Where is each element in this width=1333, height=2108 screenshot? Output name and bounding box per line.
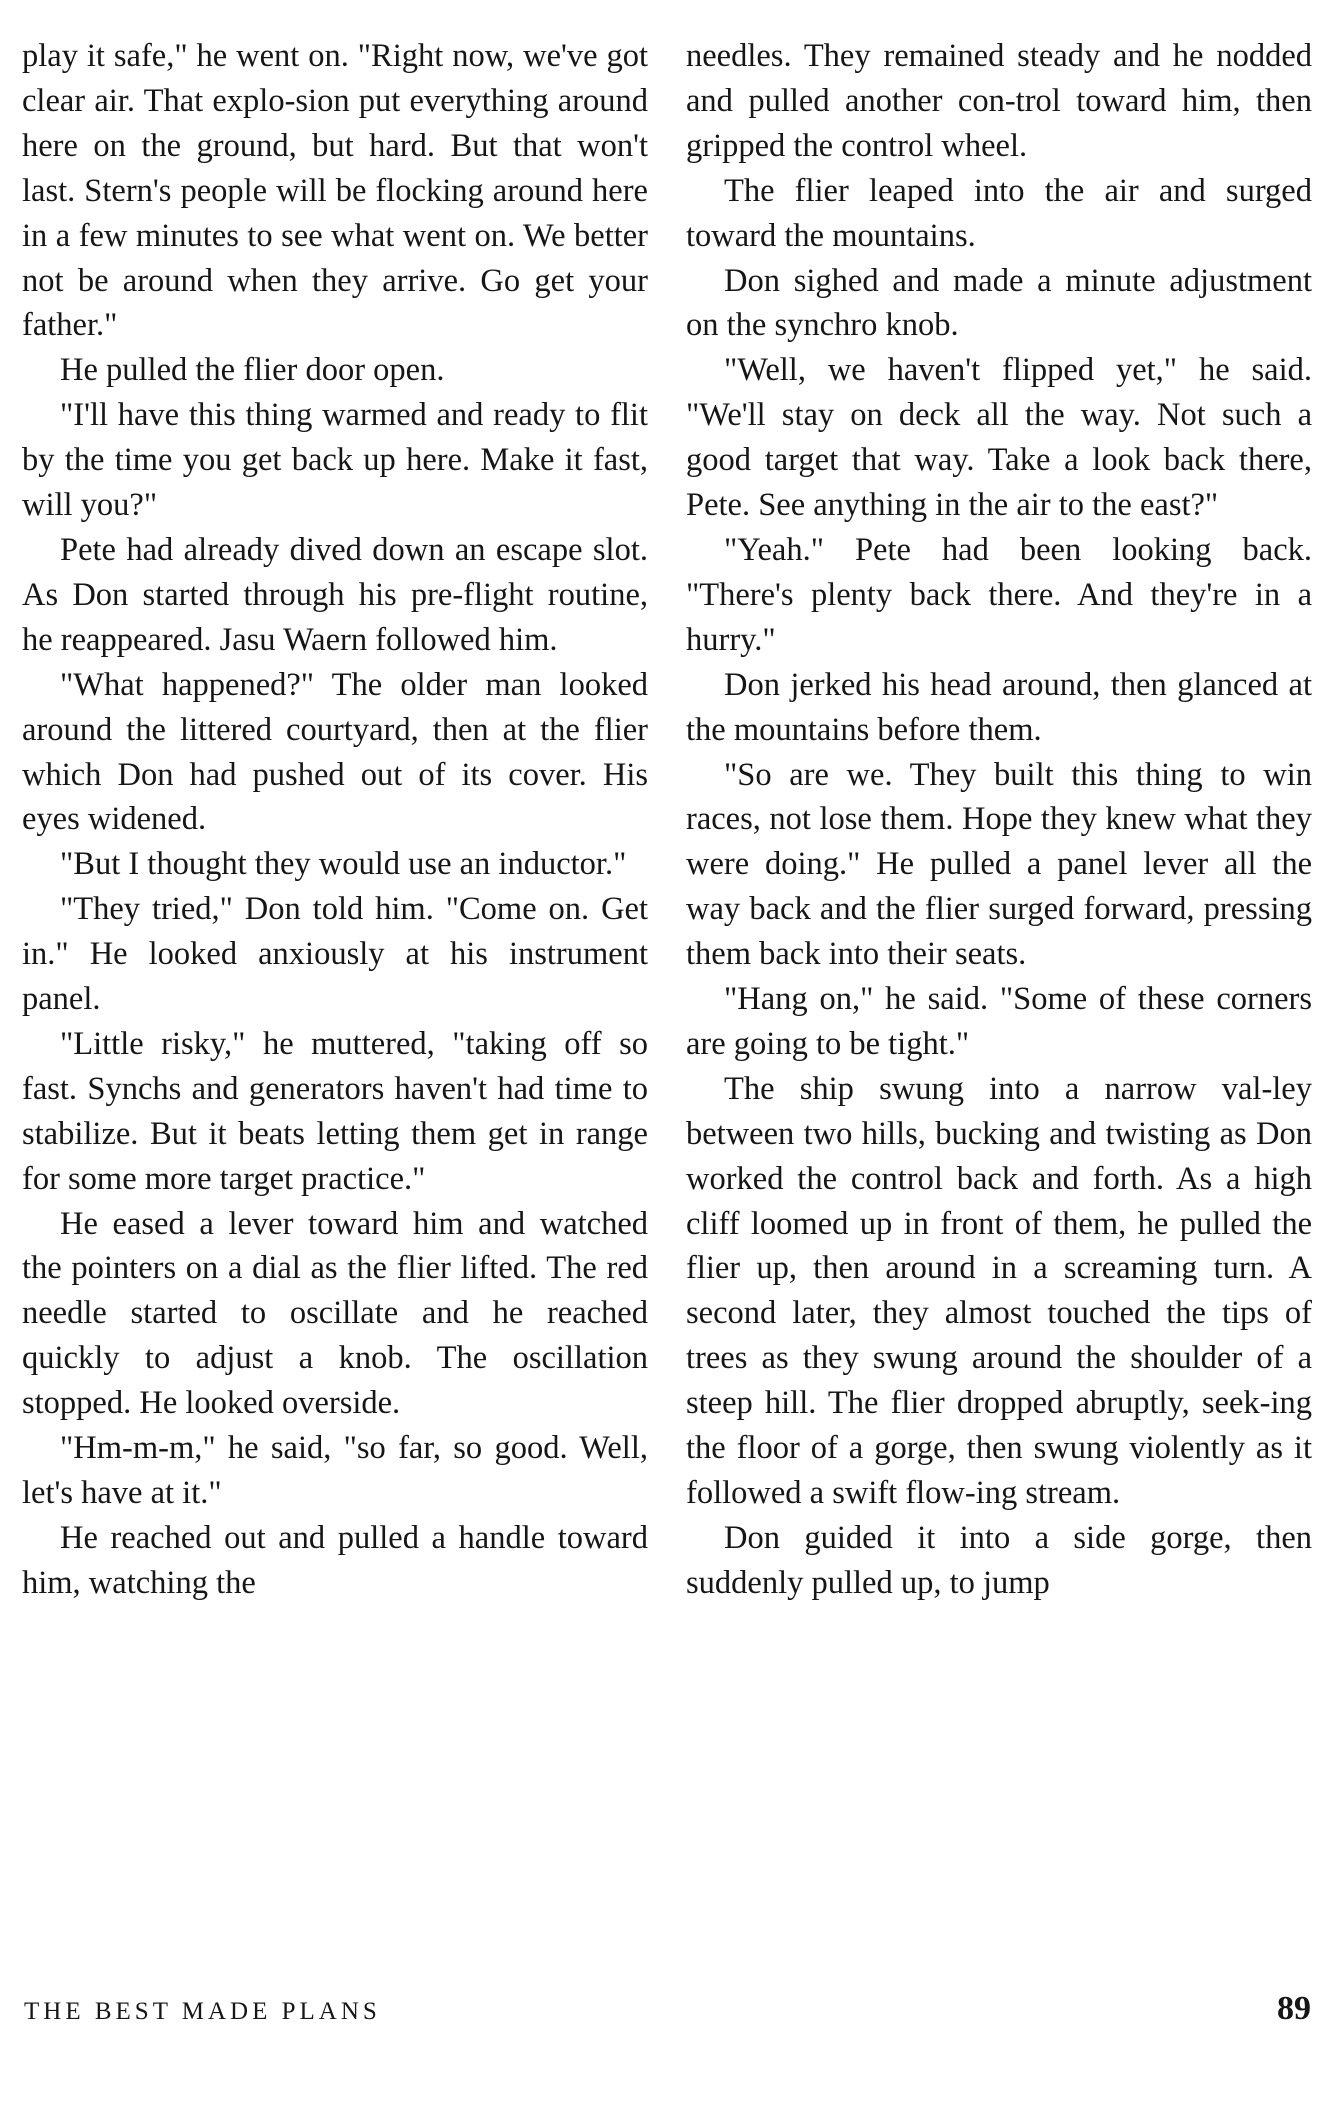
page-number: 89 xyxy=(1277,1990,1311,2027)
paragraph: He pulled the flier door open. xyxy=(60,352,445,389)
paragraph: Don jerked his head around, then glanced at the mountains before them. xyxy=(686,666,1312,748)
paragraph: "Well, we haven't flipped yet," he said. "We'll stay on deck all the way. Not such a good target that way. Take a look back there, Pete. See anything in the air to the east?" xyxy=(686,352,1312,524)
page-footer xyxy=(24,1990,1311,2028)
paragraph: "Hang on," he said. "Some of these corners are going to be tight." xyxy=(686,981,1312,1062)
paragraph: "Little risky," he muttered, "taking off so fast. Synchs and generators haven't had time to stabilize. But it beats letting them get in range for some more target practice." xyxy=(22,1025,648,1197)
paragraph: needles. They remained steady and he nodded and pulled another con-trol toward him, then gripped the control wheel. xyxy=(686,38,1312,164)
left-column xyxy=(22,34,648,1606)
book-page xyxy=(22,34,1312,1964)
paragraph: "Yeah." Pete had been looking back. "There's plenty back there. And they're in a hurry." xyxy=(686,531,1312,658)
paragraph: "I'll have this thing warmed and ready to flit by the time you get back up here. Make it fast, will you?" xyxy=(22,397,648,524)
paragraph: Don sighed and made a minute adjustment on the synchro knob. xyxy=(686,262,1312,344)
right-column xyxy=(686,34,1312,1606)
paragraph: The flier leaped into the air and surged toward the mountains. xyxy=(686,172,1312,254)
paragraph: Don guided it into a side gorge, then suddenly pulled up, to jump xyxy=(686,1519,1312,1601)
paragraph: Pete had already dived down an escape slot. As Don started through his pre-flight routine, he reappeared. Jasu Waern followed him. xyxy=(22,531,648,658)
text-columns xyxy=(22,34,1312,1606)
running-title: THE BEST MADE PLANS xyxy=(24,1998,381,2025)
paragraph: "Hm-m-m," he said, "so far, so good. Well, let's have at it." xyxy=(22,1430,648,1511)
paragraph: "They tried," Don told him. "Come on. Get in." He looked anxiously at his instrument panel. xyxy=(22,891,648,1018)
paragraph: "But I thought they would use an inductor." xyxy=(60,846,627,883)
paragraph: "What happened?" The older man looked around the littered courtyard, then at the flier which Don had pushed out of its cover. His eyes widened. xyxy=(22,666,648,838)
paragraph: He eased a lever toward him and watched the pointers on a dial as the flier lifted. The red needle started to oscillate and he reached quickly to adjust a knob. The oscillation stopped. He looked overside. xyxy=(22,1205,648,1422)
paragraph: The ship swung into a narrow val-ley between two hills, bucking and twisting as Don worked the control back and forth. As a high cliff loomed up in front of them, he pulled the flier up, then around in a screaming turn. A second later, they almost touched the tips of trees as they swung around the shoulder of a steep hill. The flier dropped abruptly, seek-ing the floor of a gorge, then swung violently as it followed a swift flow-ing stream. xyxy=(686,1070,1312,1511)
paragraph: He reached out and pulled a handle toward him, watching the xyxy=(22,1519,648,1601)
paragraph: play it safe," he went on. "Right now, we've got clear air. That explo-sion put everything around here on the ground, but hard. But that won't last. Stern's people will be flocking around here in a few minutes to see what went on. We better not be around when they arrive. Go get your father." xyxy=(22,38,648,344)
paragraph: "So are we. They built this thing to win races, not lose them. Hope they knew what they were doing." He pulled a panel lever all the way back and the flier surged forward, pressing them back into their seats. xyxy=(686,756,1312,973)
